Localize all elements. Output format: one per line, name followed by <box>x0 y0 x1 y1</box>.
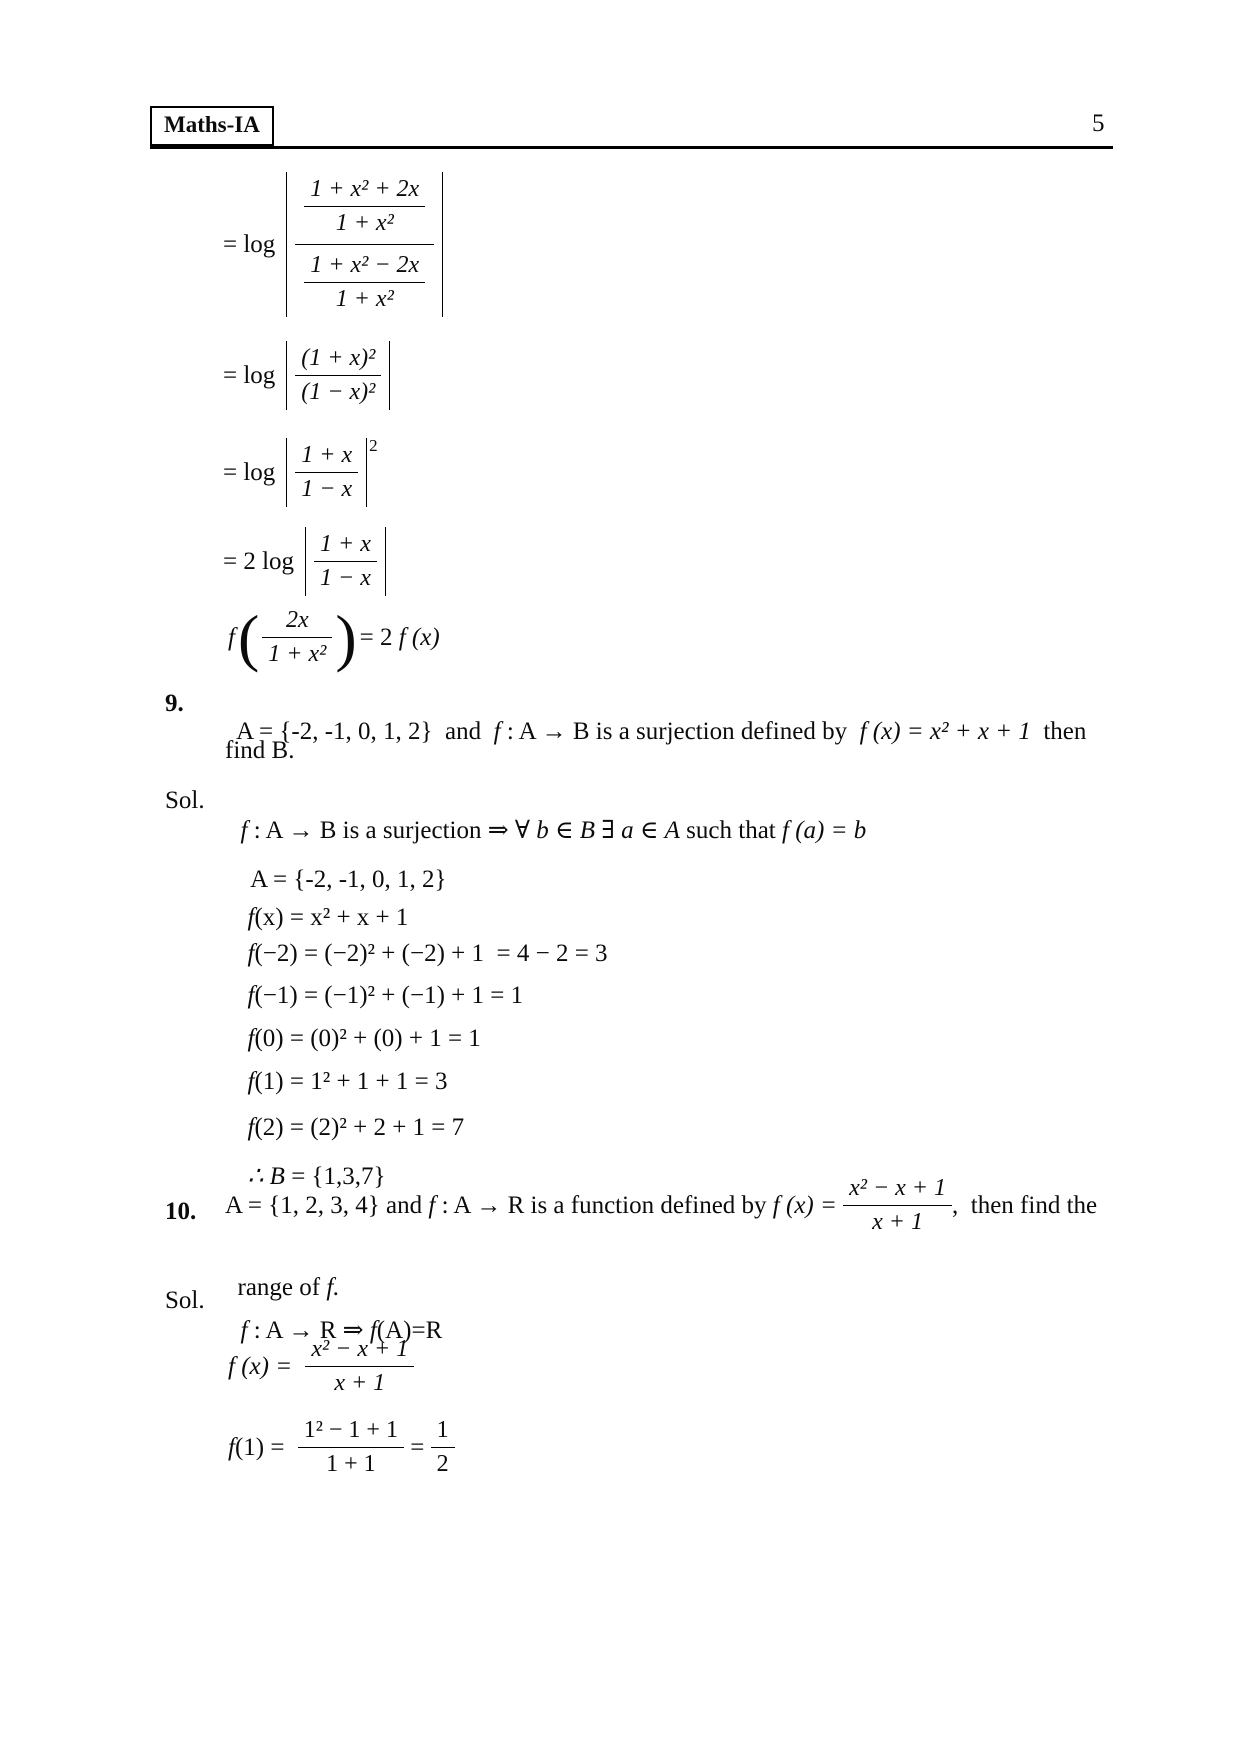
eq4-fraction: $\frac{1 + x}{1 - x}$ <box>314 530 377 593</box>
q9-step-f-neg2: f(−2) = (−2)² + (−2) + 1 = 4 − 2 = 3 <box>247 940 608 967</box>
derivation-eq4 <box>223 527 386 596</box>
header-rule <box>150 146 1113 149</box>
q10-statement: A = {1, 2, 3, 4} and f : A → R is a function defined by f (x) = $\frac{\text{x² − x + 1}}{x + 1}$ , then find the <box>225 1175 1098 1235</box>
eq2-fraction: $\frac{\text{(1 + x)²}}{\text{(1 − x)²}}$ <box>295 344 381 407</box>
q9-sol-intro: f : A → B is a surjection ⇒ ∀ b ∈ B ∃ a ∈ A such that f (a) = b <box>240 817 867 844</box>
q9-step-conclusion: ∴ B = {1,3,7} <box>247 1163 386 1190</box>
eq5-rhs-function: f (x) <box>398 623 440 651</box>
q9-sol-label: Sol. <box>165 787 205 814</box>
q9-step-fx: f(x) = x² + x + 1 <box>247 904 409 931</box>
eq4-lhs: = 2 log <box>223 547 295 575</box>
q10-number: 10. <box>165 1198 197 1225</box>
q10-statement-line2: range of f. <box>237 1274 340 1301</box>
eq4-absolute-value <box>305 527 386 596</box>
q10-sol-fx-fraction: $\frac{\text{x² − x + 1}}{x + 1}$ <box>305 1335 414 1398</box>
q9-statement-line2: find B. <box>225 737 295 764</box>
eq5-open-paren: ( <box>237 601 260 673</box>
q9-number: 9. <box>165 690 184 717</box>
q10-sol-f1-result-fraction: $\frac{1}{2}$ <box>431 1416 455 1479</box>
eq3-fraction: $\frac{1 + x}{1 - x}$ <box>295 441 358 504</box>
eq5-function-symbol: f <box>228 623 235 651</box>
derivation-eq1 <box>223 172 443 317</box>
q10-sol-f1-fraction: $\frac{\text{1² − 1 + 1}}{1 + 1}$ <box>298 1416 404 1479</box>
q10-sol-intro: f : A → R ⇒ f(A)=R <box>240 1317 443 1344</box>
q10-sol-f1: f (1) = $\frac{\text{1² − 1 + 1}}{1 + 1}$ = $\frac{1}{2}$ <box>228 1416 455 1479</box>
eq3-exponent: 2 <box>369 436 378 455</box>
eq5-close-paren: ) <box>335 601 357 673</box>
eq2-absolute-value <box>286 341 390 410</box>
eq1-lhs: = log <box>223 230 276 258</box>
eq1-compound-fraction <box>295 175 434 314</box>
derivation-eq2 <box>223 341 390 410</box>
eq1-absolute-value <box>286 172 443 317</box>
q9-step-set-a: A = {-2, -1, 0, 1, 2} <box>250 866 447 893</box>
eq3-absolute-value <box>286 438 367 507</box>
q9-step-f-neg1: f(−1) = (−1)² + (−1) + 1 = 1 <box>247 982 524 1009</box>
derivation-eq5 <box>228 601 440 673</box>
eq5-rhs-equals: = 2 <box>359 623 399 651</box>
q9-step-f-1: f(1) = 1² + 1 + 1 = 3 <box>247 1068 448 1095</box>
eq3-lhs: = log <box>223 458 276 486</box>
eq5-fraction: $\frac{2x}{\text{1 + x²}}$ <box>262 606 332 669</box>
q9-step-f-0: f(0) = (0)² + (0) + 1 = 1 <box>247 1025 481 1052</box>
q9-step-f-2: f(2) = (2)² + 2 + 1 = 7 <box>247 1114 465 1141</box>
eq2-lhs: = log <box>223 361 276 389</box>
q10-sol-label: Sol. <box>165 1287 205 1314</box>
book-title-badge: Maths-IA <box>150 106 274 146</box>
eq1-bottom-fraction: $\frac{\text{1 + x² − 2x}}{\text{1 + x²}}$ <box>304 251 425 314</box>
q10-statement-fraction: $\frac{\text{x² − x + 1}}{x + 1}$ <box>843 1174 952 1237</box>
q9-statement: A = {-2, -1, 0, 1, 2} and f : A → B is a surjection defined by f (x) = x² + x + 1 then <box>236 718 1087 745</box>
eq1-top-fraction: $\frac{\text{1 + x² + 2x}}{\text{1 + x²}}$ <box>304 175 425 238</box>
page-number: 5 <box>1092 110 1105 137</box>
derivation-eq3 <box>223 438 378 507</box>
q10-sol-fx: f (x) = $\frac{\text{x² − x + 1}}{x + 1}$ <box>228 1335 414 1398</box>
